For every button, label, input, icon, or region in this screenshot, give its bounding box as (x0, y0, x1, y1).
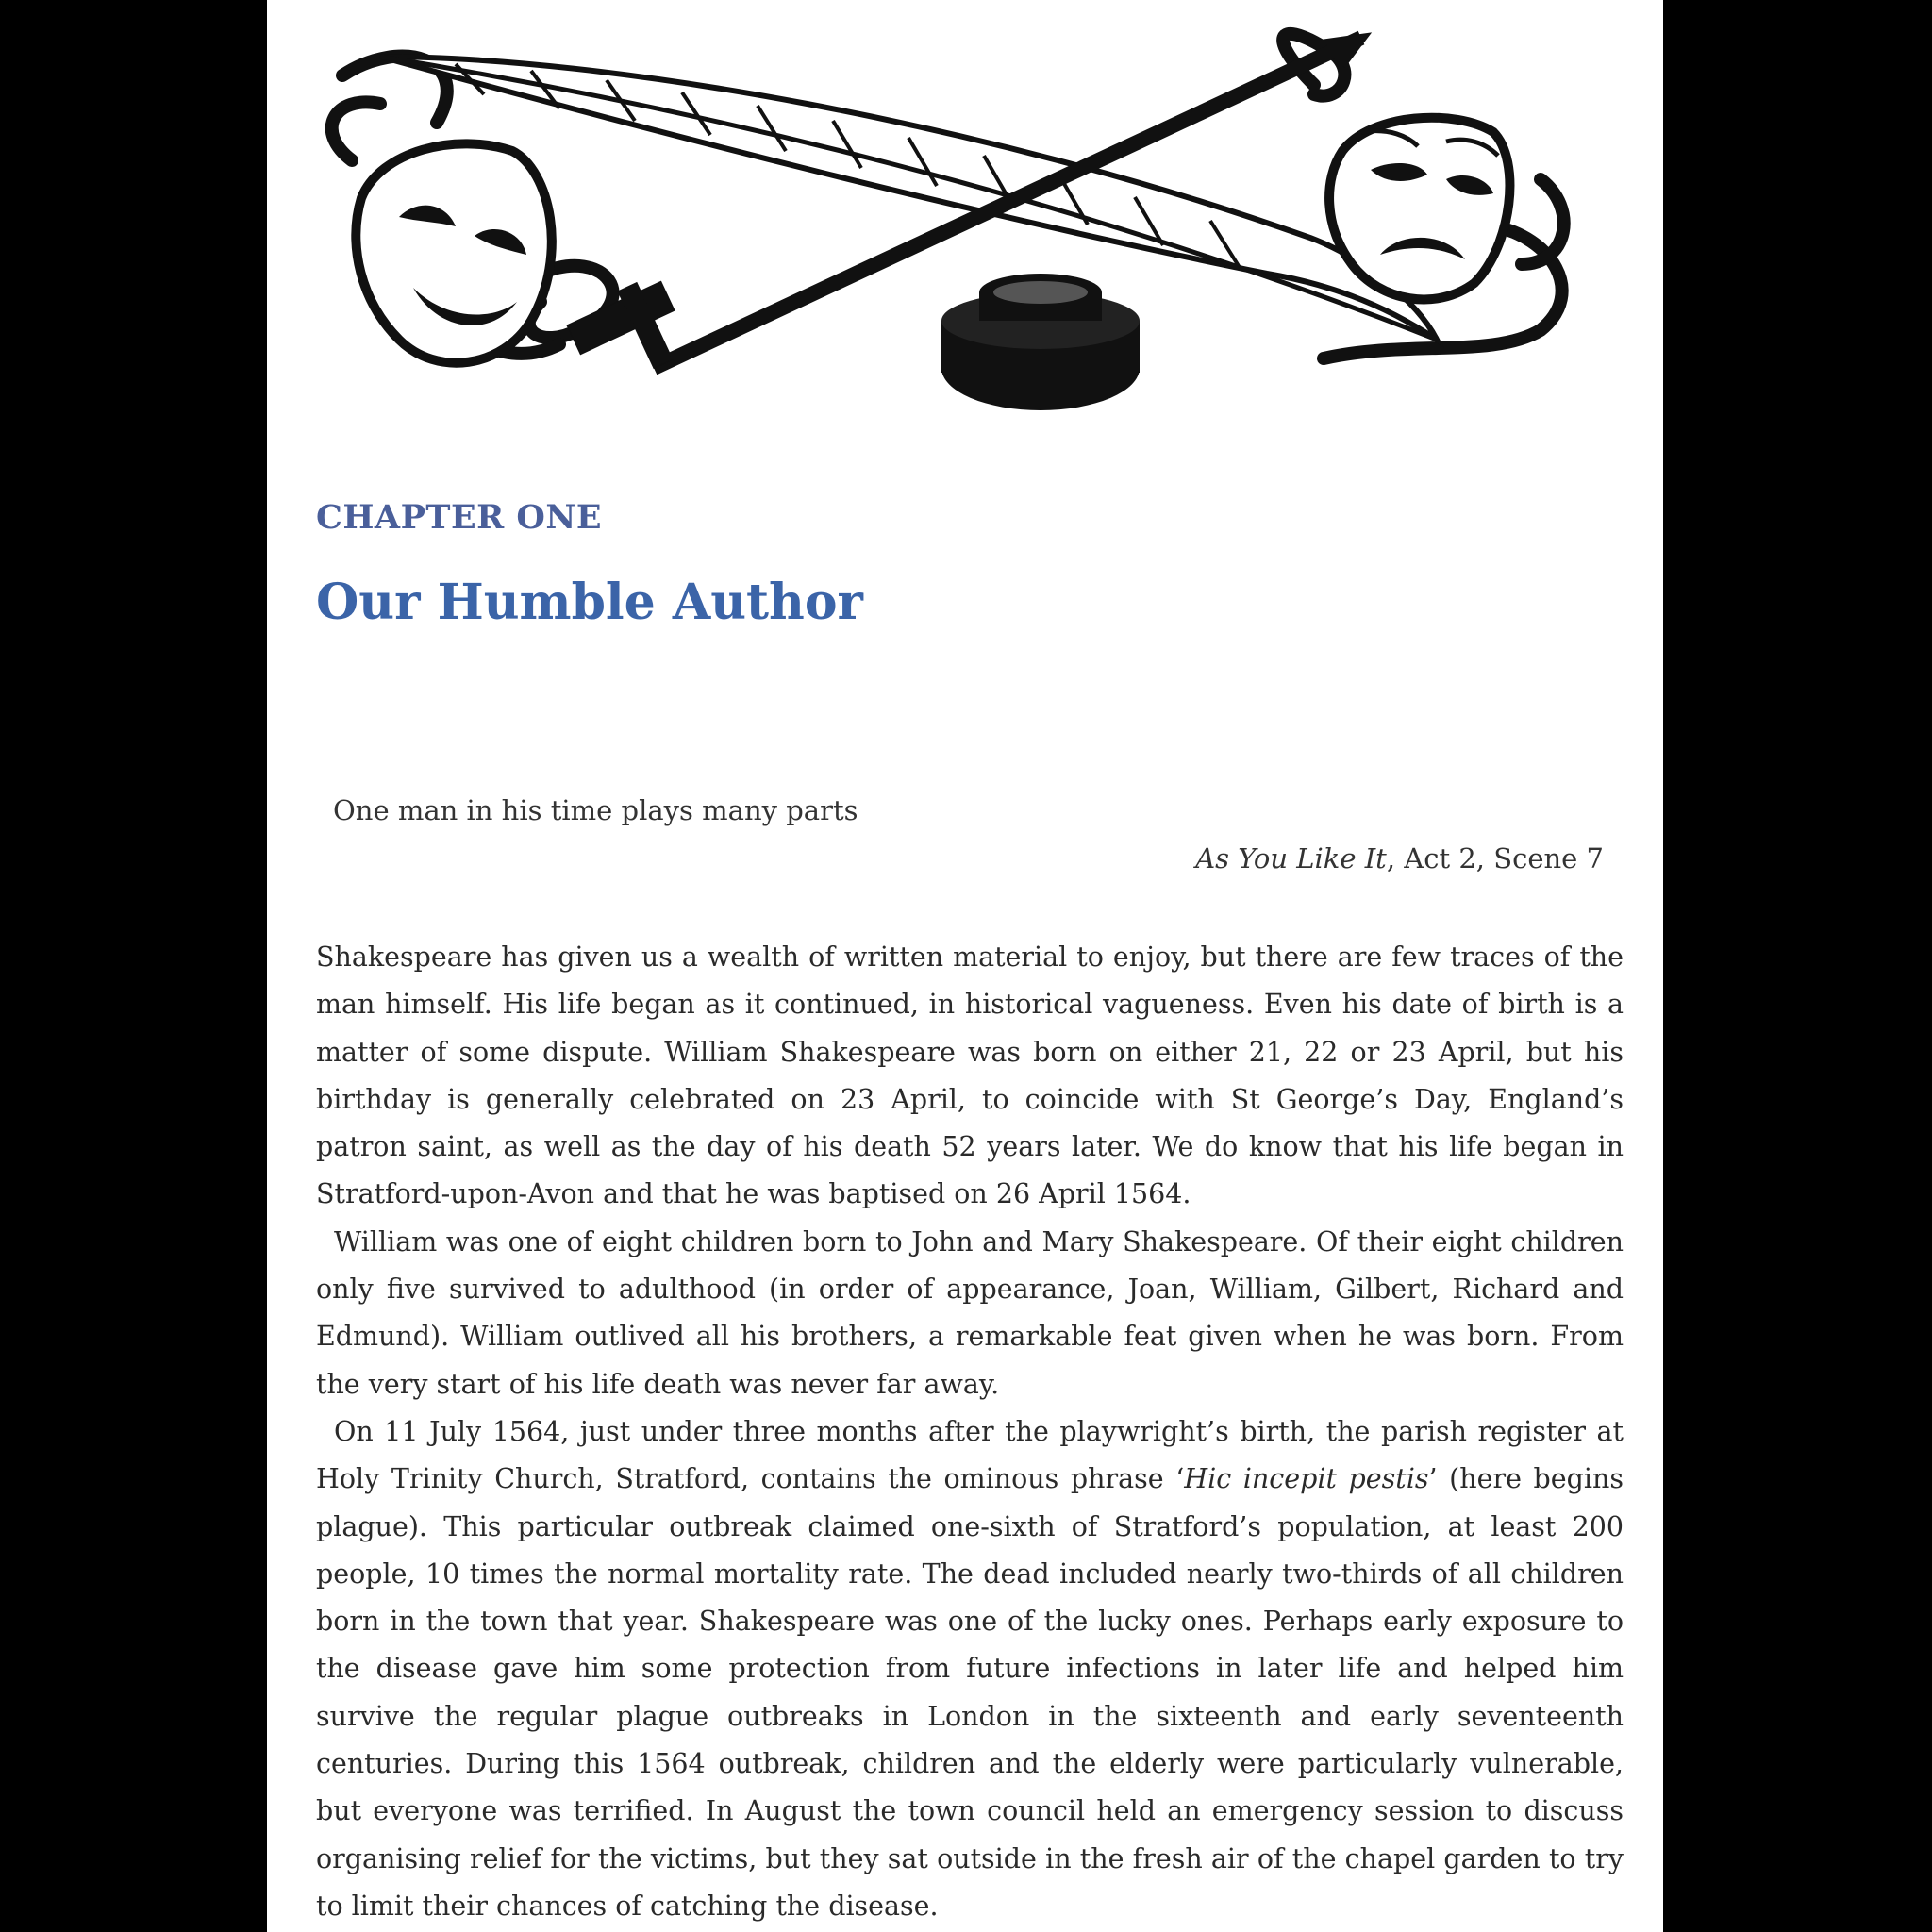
paragraph-3-latin-phrase: Hic incepit pestis (1184, 1463, 1429, 1495)
epigraph-quote: One man in his time plays many parts (333, 794, 858, 826)
chapter-label: CHAPTER ONE (316, 498, 603, 537)
paragraph-2: William was one of eight children born to John and Mary Shakespeare. Of their eight children only five survived to adulthood (in order of appearance, Joan, William, Gilbert, Richard and Edmund). William outlived all his brothers, a remarkable feat given when he was born. From the very start of his life death was never far away. (316, 1225, 1624, 1400)
paragraph-3-part-2: ’ (here begins plague). This particular outbreak claimed one-sixth of Stratford’s population, at least 200 people, 10 times the normal mortality rate. The dead included nearly two-thirds of all children born in the town that year. Shakespeare was one of the lucky ones. Perhaps early exposure to the disease gave him some protection from future infections in later life and helped him survive the regular plague outbreaks in London in the sixteenth and early seventeenth centuries. During this 1564 outbreak, children and the elderly were particularly vulnerable, but everyone was terrified. In August the town council held an emergency session to discuss organising relief for the victims, but they sat outside in the fresh air of the chapel garden to try to limit their chances of catching the disease. (316, 1463, 1624, 1922)
paragraph-3-part-1: On 11 July 1564, just under three months after the playwright’s birth, the parish register at Holy Trinity Church, Stratford, contains the ominous phrase ‘ (316, 1415, 1624, 1495)
comedy-mask (356, 143, 552, 362)
paragraph-3 (316, 1408, 1624, 1930)
chapter-title: Our Humble Author (316, 574, 863, 631)
paragraph-1: Shakespeare has given us a wealth of written material to enjoy, but there are few traces of the man himself. His life began as it continued, in historical vagueness. Even his date of birth is a matter of some dispute. William Shakespeare was born on either 21, 22 or 23 April, but his birthday is generally celebrated on 23 April, to coincide with St George’s Day, England’s patron saint, as well as the day of his death 52 years later. We do know that his life began in Stratford-upon-Avon and that he was baptised on 26 April 1564. (316, 941, 1624, 1210)
book-page (267, 0, 1663, 1932)
body-text (316, 934, 1624, 1930)
theatre-masks-quill-illustration (324, 19, 1607, 425)
tragedy-mask (1329, 118, 1509, 300)
inkwell (941, 274, 1140, 410)
epigraph-source-location: , Act 2, Scene 7 (1386, 842, 1604, 874)
epigraph-source-title: As You Like It (1195, 842, 1387, 874)
epigraph-source (1195, 842, 1604, 874)
